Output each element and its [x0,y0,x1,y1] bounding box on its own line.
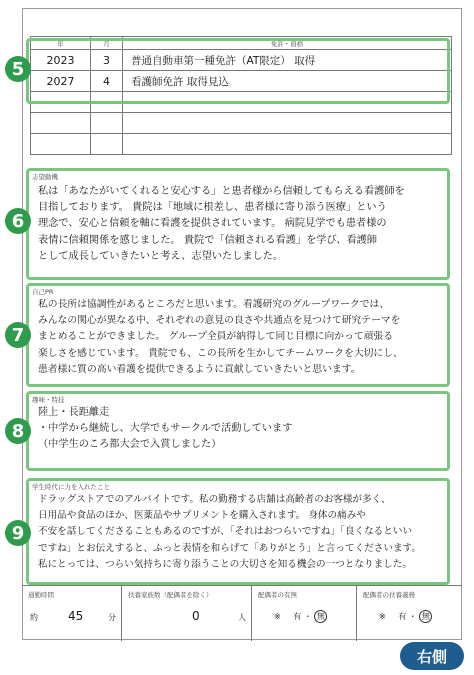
license-name: 看護師免許 取得見込 [123,71,452,92]
note-mark: ※ [379,612,386,621]
student-label: 学生時代に力を入れたこと [32,483,110,491]
motivation-line: 表情に信頼関係を感じました。 貴院で「信頼される看護」を学び、看護師 [38,234,378,246]
license-highlight [26,38,450,104]
commute-value: 45 [68,609,84,623]
license-year: 2027 [31,71,91,92]
badge-7: 7 [5,322,31,348]
dependents-unit: 人 [238,613,246,622]
badge-6: 6 [5,208,31,234]
motivation-line: 理念で、安心と信頼を軸に看護を提供されています。 病院見学でも患者様の [38,218,387,230]
commute-unit: 分 [108,613,116,622]
badge-8: 8 [5,418,31,444]
spouse-support-label: 配偶者の扶養義務 [363,591,415,599]
license-month: 4 [91,71,123,92]
self-pr-line: 患者様に質の高い看護を提供できるように貢献していきたいと思います。 [38,363,361,375]
commute-label: 通勤時間 [28,591,54,599]
license-month: 3 [91,50,123,71]
note-mark: ※ [274,612,281,621]
option-yes: 有 [293,612,302,621]
hobby-line: （中学生のころ都大会で入賞しました） [38,439,222,451]
commute-cell [22,586,122,641]
spouse-options [274,610,327,623]
spouse-support-cell [357,586,462,641]
self-pr-text [38,297,403,378]
spouse-label: 配偶者の有無 [258,591,297,599]
hobby-label: 趣味・特技 [32,396,65,404]
self-pr-line: まとめることができました。 グループ全員が納得して同じ目標に向かって頑張る [38,331,394,343]
badge-5: 5 [5,56,31,82]
header-year: 年 [31,37,91,50]
badge-9: 9 [5,520,31,546]
license-name: 普通自動車第一種免許（AT限定） 取得 [123,50,452,71]
self-pr-line: 私の長所は協調性があるところだと思います。看護研究のグループワークでは、 [38,299,390,310]
header-license: 免許・資格 [123,37,452,50]
student-text [38,492,421,573]
dependents-cell [122,586,252,641]
bottom-info-table [22,585,462,640]
student-line: 不安を話してくださることもあるのですが、「それはおつらいですね」「良くなるといい [38,526,413,538]
motivation-line: として成長していきたいと考え、志望いたしました。 [38,250,284,262]
right-side-badge: 右側 [400,642,464,670]
option-separator: ・ [408,612,417,621]
spouse-cell [252,586,357,641]
dependents-label: 扶養家族数（配偶者を除く） [128,591,213,599]
self-pr-line: 楽しさを感じています。 貴院でも、この長所を生かしてチームワークを大切にし、 [38,347,403,359]
table-row [31,134,452,155]
commute-prefix: 約 [30,613,38,622]
hobby-line: ・中学から継続し、大学でもサークルで活動しています [38,423,293,435]
option-yes: 有 [398,612,407,621]
motivation-text [38,184,405,265]
student-line: 日用品や食品のほか、医薬品やサプリメントを購入されます。 身体の痛みや [38,510,366,522]
self-pr-line: みんなの関心が異なる中、それぞれの意見の良さや共通点を見つけて研究テーマを [38,315,401,327]
student-line: ですね」とお伝えすると、ふっと表情を和らげて「ありがとう」と言ってくださいます。 [38,542,421,554]
license-year: 2023 [31,50,91,71]
self-pr-label: 自己PR [32,288,54,296]
motivation-label: 志望動機 [32,173,58,181]
hobby-line: 陸上・長距離走 [38,407,110,418]
table-row [31,113,452,134]
hobby-text [38,405,292,454]
header-month: 月 [91,37,123,50]
option-no-circled: 無 [419,610,432,623]
student-line: ドラッグストアでのアルバイトです。私の勤務する店舗は高齢者のお客様が多く、 [38,494,391,505]
motivation-line: 私は「あなたがいてくれると安心する」と患者様から信頼してもらえる看護師を [38,186,405,197]
dependents-value: 0 [192,609,200,623]
option-separator: ・ [303,612,312,621]
spouse-support-options [379,610,432,623]
student-line: 私にとっては、つらい気持ちに寄り添うことの大切さを知る機会の一つとなりました。 [38,558,412,570]
option-no-circled: 無 [314,610,327,623]
motivation-line: 目指しております。 貴院は「地域に根差し、患者様に寄り添う医療」という [38,202,387,214]
